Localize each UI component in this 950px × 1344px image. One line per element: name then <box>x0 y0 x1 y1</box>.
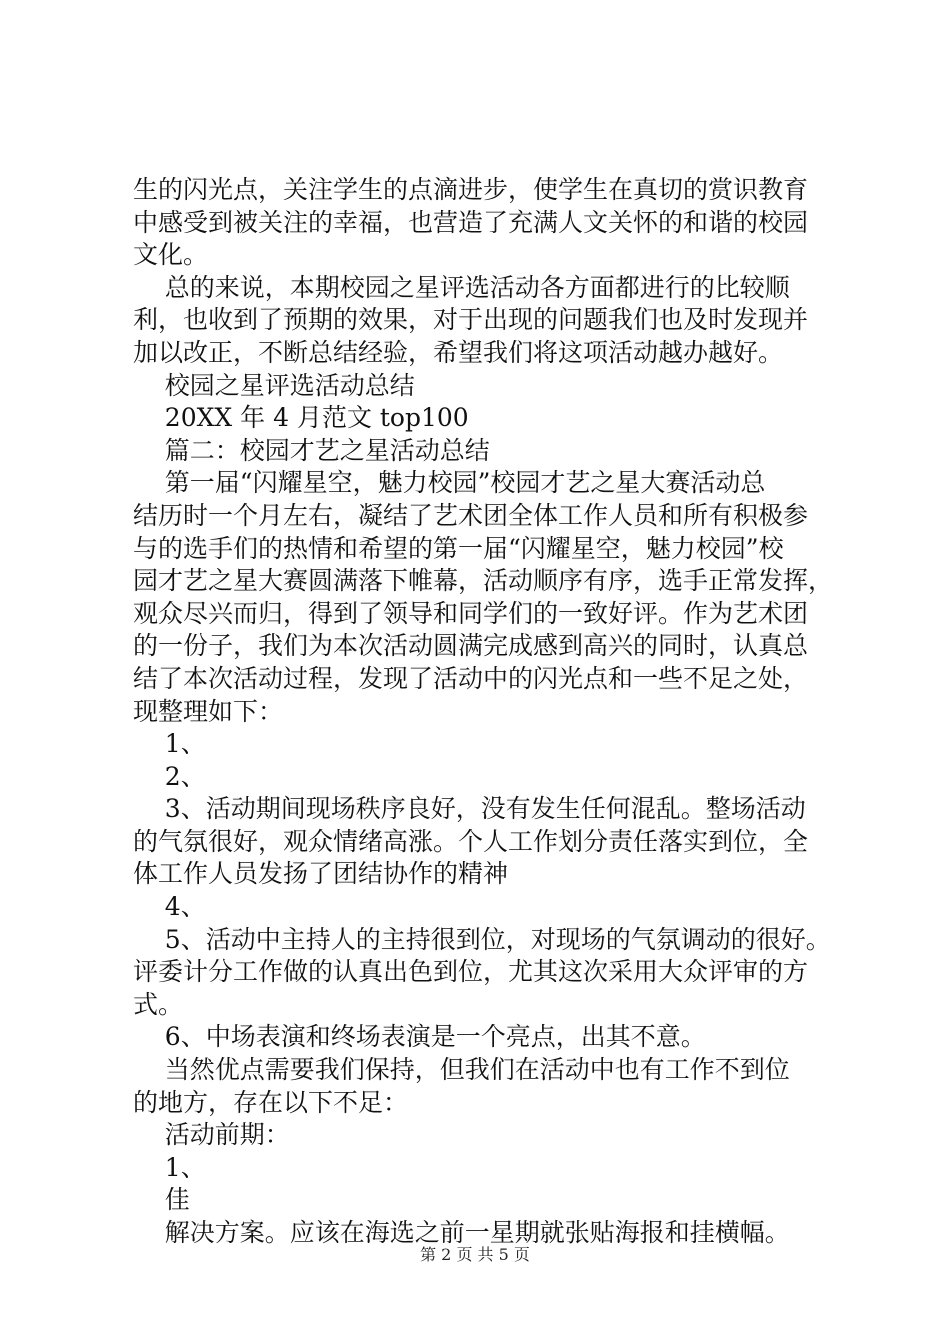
list-item: 3、活动期间现场秩序良好，没有发生任何混乱。整场活动 <box>133 794 806 824</box>
section-heading: 篇二：校园才艺之星活动总结 <box>133 435 490 465</box>
text-line: 校园之星评选活动总结 <box>133 370 415 400</box>
text-line: 现整理如下： <box>133 696 284 726</box>
text-line: 利，也收到了预期的效果，对于出现的问题我们也及时发现并 <box>133 305 809 335</box>
list-item: 5、活动中主持人的主持很到位，对现场的气氛调动的很好。 <box>133 924 831 954</box>
text-line: 加以改正，不断总结经验，希望我们将这项活动越办越好。 <box>133 337 784 367</box>
text-line: 当然优点需要我们保持，但我们在活动中也有工作不到位 <box>133 1055 790 1085</box>
list-item: 4、 <box>133 892 206 922</box>
text-line: 中感受到被关注的幸福，也营造了充满人文关怀的和谐的校园 <box>133 207 809 237</box>
list-item: 1、 <box>133 729 206 759</box>
text-line: 结历时一个月左右，凝结了艺术团全体工作人员和所有积极参 <box>133 500 809 530</box>
text-line: 总的来说，本期校园之星评选活动各方面都进行的比较顺 <box>133 272 790 302</box>
document-body <box>133 174 833 1250</box>
text-line: 结了本次活动过程，发现了活动中的闪光点和一些不足之处， <box>133 663 809 693</box>
page-number-footer: 第 2 页 共 5 页 <box>420 1245 530 1264</box>
text-line: 解决方案。应该在海选之前一星期就张贴海报和挂横幅。 <box>133 1218 790 1247</box>
text-line: 的气氛很好，观众情绪高涨。个人工作划分责任落实到位，全 <box>133 826 809 856</box>
text-line: 评委计分工作做的认真出色到位，尤其这次采用大众评审的方 <box>133 957 809 987</box>
text-line: 的地方，存在以下不足： <box>133 1087 409 1117</box>
text-line: 观众尽兴而归，得到了领导和同学们的一致好评。作为艺术团 <box>133 598 809 628</box>
text-line: 20XX 年 4 月范文 top100 <box>133 403 469 433</box>
text-line: 与的选手们的热情和希望的第一届“闪耀星空，魅力校园”校 <box>133 533 784 563</box>
list-item: 2、 <box>133 761 206 791</box>
text-line: 的一份子，我们为本次活动圆满完成感到高兴的同时，认真总 <box>133 631 809 661</box>
list-item: 1、 <box>133 1152 206 1182</box>
text-line: 体工作人员发扬了团结协作的精神 <box>133 859 509 889</box>
text-line: 园才艺之星大赛圆满落下帷幕，活动顺序有序，选手正常发挥， <box>133 566 834 596</box>
list-item: 6、中场表演和终场表演是一个亮点，出其不意。 <box>133 1022 706 1052</box>
text-line: 文化。 <box>133 240 209 270</box>
text-line: 佳 <box>133 1185 190 1215</box>
text-line: 式。 <box>133 989 184 1019</box>
text-line: 第一届“闪耀星空，魅力校园”校园才艺之星大赛活动总 <box>133 468 766 498</box>
text-line: 生的闪光点，关注学生的点滴进步，使学生在真切的赏识教育 <box>133 175 809 204</box>
text-line: 活动前期： <box>133 1120 290 1150</box>
